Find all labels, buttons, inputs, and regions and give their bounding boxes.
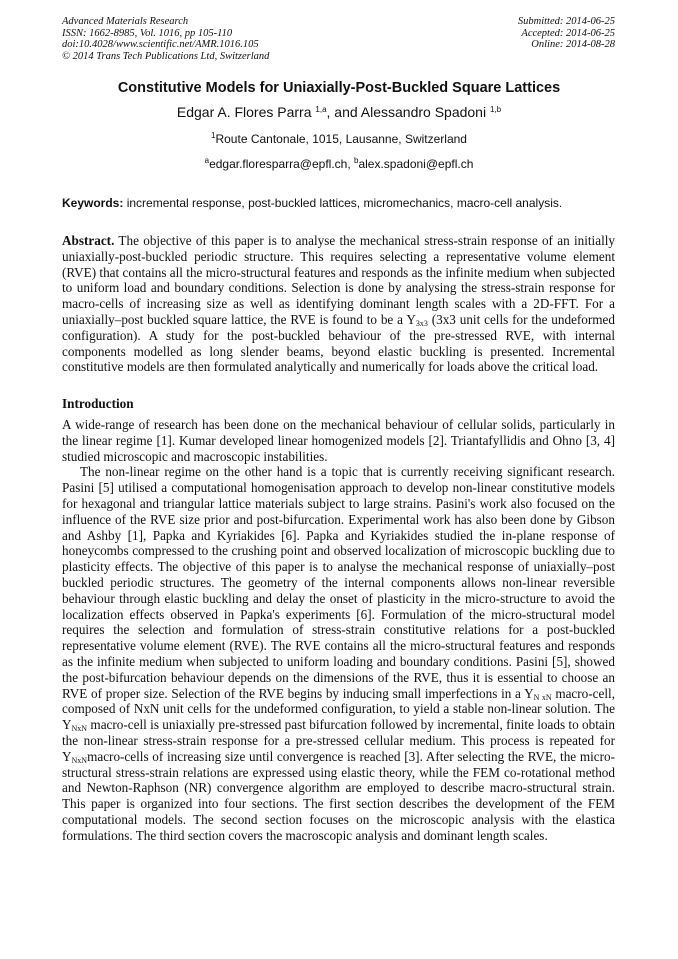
online-date: Online: 2014-08-28 — [531, 39, 615, 51]
email-a: edgar.floresparra@epfl.ch, — [209, 157, 354, 171]
intro-subscript-c: NxN — [71, 755, 88, 765]
intro-p2-text-b: macro-cell, composed of NxN unit cells for the undeformed configuration, to yield a stable non-linear solution. The Y — [62, 685, 615, 733]
introduction-body — [62, 417, 615, 844]
affiliation — [0, 132, 678, 146]
abstract-text-2: (3x3 unit cells for the undeformed configuration). A study for the post-buckled behaviour of the pre-stressed RVE, with internal components modelled as long slender beams, beyond elastic buckling is presented. Incremental constitutive models are then formulated analytically and numerically for loads above the critical load. — [62, 311, 616, 375]
keywords-text: incremental response, post-buckled lattices, micromechanics, macro-cell analysis. — [123, 196, 563, 210]
author-name-1: Edgar A. Flores Parra — [176, 104, 316, 120]
intro-p2-text-c: macro-cell is uniaxially pre-stressed past bifurcation followed by incremental, finite loads to obtain the non-linear stress-strain response for a pre-stressed cellular medium. This process is repeated for Y — [62, 717, 615, 764]
journal-header — [62, 16, 269, 62]
journal-name: Advanced Materials Research — [62, 16, 189, 27]
keywords-label: Keywords: — [62, 196, 124, 210]
accepted-date: Accepted: 2014-06-25 — [521, 27, 615, 39]
submitted-date: Submitted: 2014-06-25 — [517, 16, 615, 27]
affiliation-mark: 1 — [211, 131, 216, 140]
abstract-text-1: The objective of this paper is to analyse the mechanical stress-strain response of an initially uniaxially-post-buckled periodic structure. This requires selecting a representative volume element (RVE) that contains all the micro-structural features and responds as the infinite medium when subjected to uniform load and boundary conditions. Selection is done by analysing the stress-strain response for macro-cells of increasing size as well as identifying dominant length scales with a 2D-FFT. For a uniaxially–post buckled square lattice, the RVE is found to be a Y — [62, 233, 615, 327]
email-b: alex.spadoni@epfl.ch — [358, 157, 474, 171]
journal-copyright: © 2014 Trans Tech Publications Ltd, Switzerland — [62, 50, 270, 62]
submission-dates — [518, 16, 615, 51]
journal-doi: doi:10.4028/www.scientific.net/AMR.1016.105 — [62, 39, 259, 51]
author-1-affiliation-mark: 1,a — [315, 105, 327, 114]
abstract-subscript: 3x3 — [415, 318, 428, 328]
keywords — [62, 196, 622, 210]
author-2-affiliation-mark: 1,b — [489, 105, 502, 114]
paper-title: Constitutive Models for Uniaxially-Post-Buckled Square Lattices — [117, 80, 561, 96]
author-separator: , and Alessandro Spadoni — [326, 104, 490, 120]
intro-paragraph-2 — [62, 464, 615, 843]
author-emails — [0, 157, 678, 171]
intro-subscript-a: N xN — [533, 692, 552, 702]
intro-p2-text-a: The non-linear regime on the other hand is a topic that is currently receiving significant research. Pasini [5] utilised a computational homogenisation approach to develop non-linear constitutive models for hexagonal and triangular lattice materials subject to large strains. Pasini's work also focused on the influence of the RVE size prior and post-bifurcation. Experimental work has also been done by Gibson and Ashby [1], Papka and Kyriakides [6]. Papka and Kyriakides studied the in-plane response of honeycombs compressed to the crushing point and observed localization of microscopic buckling due to plasticity effects. The objective of this paper is to analyse the mechanical response of uniaxially–post buckled periodic structures. The geometry of the internal components allows non-linear reversible behaviour through elastic buckling and delay the onset of plasticity in the micro-structure to avoid the localization effects observed in Papka's experiments [6]. Formulation of the micro-structural model requires the selection and formulation of stress-strain constitutive relations for a post-buckled representative volume element (RVE). The RVE contains all the micro-structural features and responds as the infinite medium when subjected to uniform loading and boundary conditions. Pasini [5], showed the post-bifurcation behaviour depends on the dimensions of the RVE, thus it is essential to choose an RVE of proper size. Selection of the RVE begins by inducing small imperfections in a Y — [62, 464, 615, 701]
author-line — [0, 104, 678, 120]
intro-p2-text-d: macro-cells of increasing size until convergence is reached [3]. After selecting the RVE, the micro-structural stress-strain relations are expressed using elastic theory, while the FEM co-rotational method and Newton-Raphson (NR) convergence algorithm are employed to describe macro-structural strain. This paper is organized into four sections. The first section describes the development of the FEM computational models. The second section focuses on the microscopic analysis with the elastica formulations. The third section covers the macroscopic analysis and dominant length scales. — [62, 748, 615, 843]
email-mark-b: b — [354, 156, 359, 165]
intro-paragraph-1: A wide-range of research has been done on the mechanical behaviour of cellular solids, particularly in the linear regime [1]. Kumar developed linear homogenized models [2]. Triantafyllidis and Ohno [3, 4] studied microscopic and macroscopic instabilities. — [62, 417, 615, 464]
email-mark-a: a — [204, 156, 210, 165]
section-heading-introduction: Introduction — [62, 396, 134, 411]
affiliation-address: Route Cantonale, 1015, Lausanne, Switzerland — [215, 132, 467, 146]
abstract-label: Abstract. — [62, 233, 115, 248]
abstract — [62, 233, 615, 375]
journal-issn: ISSN: 1662-8985, Vol. 1016, pp 105-110 — [62, 27, 233, 39]
intro-subscript-b: NxN — [71, 724, 88, 734]
